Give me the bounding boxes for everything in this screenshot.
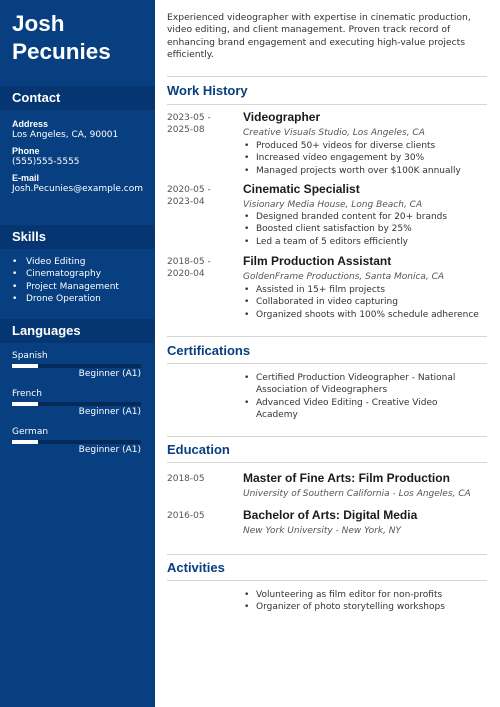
school-name: University of Southern California - Los Angeles, CA: [243, 489, 471, 499]
job-title: Cinematic Specialist: [243, 182, 360, 196]
language-level: Beginner (A1): [78, 369, 141, 379]
certifications-list: [243, 372, 478, 422]
divider: [167, 580, 487, 581]
divider: [167, 76, 487, 77]
work-history-heading: Work History: [167, 83, 248, 98]
bullet-item: • Advanced Video Editing - Creative Video Academy: [243, 397, 478, 422]
address-value: Los Angeles, CA, 90001: [12, 130, 119, 140]
bullet-item: • Boosted client satisfaction by 25%: [243, 223, 493, 235]
sidebar: [0, 0, 155, 707]
skills-heading: Skills: [12, 229, 46, 244]
language-name: French: [12, 389, 42, 399]
professional-summary: Experienced videographer with expertise in cinematic production, video editing, and client management. Proven track record of enhancing brand engagement and executing high-value projects efficiently.: [167, 12, 471, 60]
main-content: [155, 0, 500, 707]
job-dates: 2020-05 - 2023-04: [167, 185, 211, 208]
bullet-item: • Organizer of photo storytelling workshops: [243, 601, 493, 613]
job-dates: 2023-05 - 2025-08: [167, 113, 211, 136]
phone-label: Phone: [12, 146, 40, 156]
education-heading: Education: [167, 442, 230, 457]
bullet-item: • Collaborated in video capturing: [243, 296, 493, 308]
activities-heading: Activities: [167, 560, 225, 575]
skills-list: [12, 256, 119, 305]
language-level: Beginner (A1): [78, 407, 141, 417]
language-name: German: [12, 427, 49, 437]
language-level: Beginner (A1): [78, 445, 141, 455]
skill-item: • Drone Operation: [12, 293, 119, 305]
language-proficiency-bar: [12, 364, 141, 368]
job-company: Creative Visuals Studio, Los Angeles, CA: [243, 128, 425, 138]
contact-heading: Contact: [12, 90, 61, 105]
phone-value: (555)555-5555: [12, 157, 80, 167]
education-date: 2016-05: [167, 511, 205, 521]
language-proficiency-fill: [12, 364, 38, 368]
job-title: Videographer: [243, 110, 321, 124]
job-title: Film Production Assistant: [243, 254, 392, 268]
divider: [167, 462, 487, 463]
email-value[interactable]: Josh.Pecunies@example.com: [12, 184, 143, 194]
bullet-item: • Managed projects worth over $100K annually: [243, 165, 493, 177]
certifications-heading: Certifications: [167, 343, 251, 358]
divider: [167, 104, 487, 105]
divider: [167, 336, 487, 337]
divider: [167, 436, 487, 437]
degree-title: Bachelor of Arts: Digital Media: [243, 508, 418, 522]
activities-list: [243, 589, 493, 614]
bullet-item: • Volunteering as film editor for non-profits: [243, 589, 493, 601]
school-name: New York University - New York, NY: [243, 526, 402, 536]
skill-item: • Video Editing: [12, 256, 119, 268]
language-proficiency-bar: [12, 440, 141, 444]
language-proficiency-fill: [12, 440, 38, 444]
job-company: GoldenFrame Productions, Santa Monica, CA: [243, 272, 445, 282]
divider: [167, 363, 487, 364]
job-dates: 2018-05 - 2020-04: [167, 257, 211, 280]
job-bullets: [243, 211, 493, 248]
job-bullets: [243, 284, 493, 321]
divider: [167, 554, 487, 555]
bullet-item: • Produced 50+ videos for diverse clients: [243, 140, 493, 152]
bullet-item: • Certified Production Videographer - National Association of Videographers: [243, 372, 478, 397]
job-bullets: [243, 140, 493, 177]
language-proficiency-bar: [12, 402, 141, 406]
bullet-item: • Assisted in 15+ film projects: [243, 284, 493, 296]
education-date: 2018-05: [167, 474, 205, 484]
bullet-item: • Increased video engagement by 30%: [243, 152, 493, 164]
languages-heading: Languages: [12, 323, 81, 338]
bullet-item: • Organized shoots with 100% schedule adherence: [243, 309, 493, 321]
email-label: E-mail: [12, 173, 40, 183]
degree-title: Master of Fine Arts: Film Production: [243, 471, 450, 485]
skill-item: • Cinematography: [12, 268, 119, 280]
language-proficiency-fill: [12, 402, 38, 406]
language-name: Spanish: [12, 351, 48, 361]
candidate-name: Josh Pecunies: [12, 11, 111, 64]
bullet-item: • Led a team of 5 editors efficiently: [243, 236, 493, 248]
skill-item: • Project Management: [12, 281, 119, 293]
address-label: Address: [12, 119, 49, 129]
bullet-item: • Designed branded content for 20+ brands: [243, 211, 493, 223]
job-company: Visionary Media House, Long Beach, CA: [243, 200, 423, 210]
